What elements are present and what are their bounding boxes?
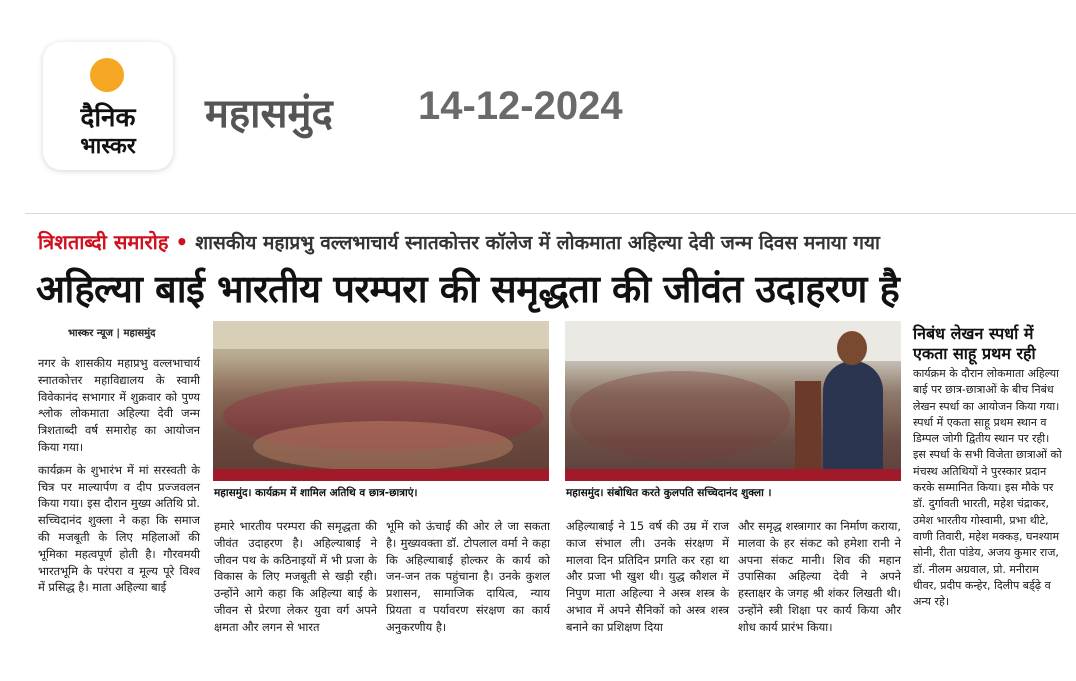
sun-icon [90, 58, 124, 92]
sidebar-story-title: निबंध लेखन स्पर्धा में एकता साहू प्रथम रही [913, 324, 1036, 363]
column-4-text: अहिल्याबाई ने 15 वर्ष की उम्र में राज काज संभाल ली। उनके संरक्षण में मालवा दिन प्रतिदिन प्रगति कर रहा था और प्रजा भी खुश थी। युद्ध कौशल में निपुण माता अहिल्या ने अस्त्र शस्त्र के अभाव में अपने सैनिकों को अस्त्र शस्त्र बनाने का प्रशिक्षण दिया [566, 519, 729, 634]
article-kicker [38, 228, 880, 258]
column-1-paragraph-2: कार्यक्रम के शुभारंभ में मां सरस्वती के चित्र पर माल्यार्पण व दीप प्रज्जवलन किया गया। इस दौरान मुख्य अतिथि प्रो. सच्चिदानंद शुक्ला ने कहा कि समाज की मजबूती के लिए महिलाओं की भूमिका महत्वपूर्ण होती है। गौरवमयी भारतभूमि के परंपरा व मूल्य पूरे विश्व में प्रसिद्ध है। माता अहिल्या बाई [38, 462, 200, 595]
header-divider [25, 213, 1076, 214]
column-2-text: हमारे भारतीय परम्परा की समृद्धता की जीवंत उदाहरण है। अहिल्याबाई ने जीवन पथ के कठिनाइयों में भी प्रजा के विकास के लिए मजबूती से खड़ी रही। उन्होंने आगे कहा कि अहिल्या बाई के जीवन से प्रेरणा लेकर युवा वर्ग अपने क्षमता और लगन से भारत [214, 519, 377, 634]
article-column-3 [386, 518, 550, 642]
column-5-text: और समृद्ध शस्त्रागार का निर्माण कराया, मालवा के हर संकट को हमेशा रानी ने अपना संकट मानी। शिव की महान उपासिका अहिल्या देवी ने अपने हस्ताक्षर के जगह श्री शंकर लिखती थी। उन्होंने स्त्री शिक्षा पर कार्य किया और शोध कार्य प्रारंभ किया। [738, 519, 901, 634]
page-header [0, 0, 1076, 200]
photo-caption-2: महासमुंद। संबोधित करते कुलपति सच्चिदानंद शुक्ला । [566, 487, 772, 499]
edition-date: 14-12-2024 [418, 84, 623, 128]
article-column-2 [214, 518, 377, 642]
article-column-4 [566, 518, 729, 642]
kicker-tag: त्रिशताब्दी समारोह [38, 230, 169, 254]
column-3-text: भूमि को ऊंचाई की ओर ले जा सकता है। मुख्यवक्ता डॉ. टोपलाल वर्मा ने कहा कि अहिल्याबाई होल्कर के कार्य को जन-जन तक पहुंचाना है। उनके कुशल प्रशासन, सामाजिक दायित्व, न्याय प्रियता व पर्यावरण संरक्षण का कार्य अनुकरणीय है। [386, 519, 550, 634]
kicker-bullet: • [175, 230, 189, 254]
column-1-paragraph-1: नगर के शासकीय महाप्रभु वल्लभाचार्य स्नातकोत्तर महाविद्यालय के स्वामी विवेकानंद सभागार में शुक्रवार को पुण्य श्लोक लोकमाता अहिल्या देवी जन्म त्रिशताब्दी वर्ष समारोह का आयोजन किया गया। [38, 356, 200, 454]
sidebar-story-body: कार्यक्रम के दौरान लोकमाता अहिल्या बाई पर छात्र-छात्राओं के बीच निबंध लेखन स्पर्धा का आयोजन किया गया। स्पर्धा में एकता साहू प्रथम स्थान व डिम्पल जोगी द्वितीय स्थान पर रही। इस स्पर्धा के सभी विजेता छात्राओं को मंचस्थ अतिथियों ने पुरस्कार प्रदान करके सम्मानित किया। इस मौके पर डॉ. दुर्गावती भारती, महेश चंद्राकर, उमेश भारतीय गोस्वामी, प्रभा थीटे, वाणी तिवारी, महेश मक्कड़, घनश्याम सोनी, रीता पांडेय, अजय कुमार राज, डॉ. नीलम अग्रवाल, प्रो. मनीराम धीवर, प्रदीप कन्हेर, दिलीप बर्ड्ढ़े व अन्य रहे। [913, 367, 1062, 609]
kicker-text: शासकीय महाप्रभु वल्लभाचार्य स्नातकोत्तर कॉलेज में लोकमाता अहिल्या देवी जन्म दिवस मनाया गया [195, 232, 880, 254]
dainik-bhaskar-logo [43, 42, 173, 170]
logo-text-line1: दैनिक [80, 103, 136, 133]
photo-caption-1: महासमुंद। कार्यक्रम में शामिल अतिथि व छात्र-छात्राएं। [214, 487, 418, 499]
article-column-1 [38, 355, 200, 602]
article-headline: अहिल्या बाई भारतीय परम्परा की समृद्धता की जीवंत उदाहरण है [36, 267, 900, 311]
event-audience-photo [213, 321, 549, 481]
edition-city: महासमुंद [205, 91, 333, 137]
speaker-photo [565, 321, 901, 481]
logo-text-line2: भास्कर [80, 134, 136, 159]
article-column-5 [738, 518, 901, 642]
article-byline: भास्कर न्यूज | महासमुंद [68, 328, 156, 339]
